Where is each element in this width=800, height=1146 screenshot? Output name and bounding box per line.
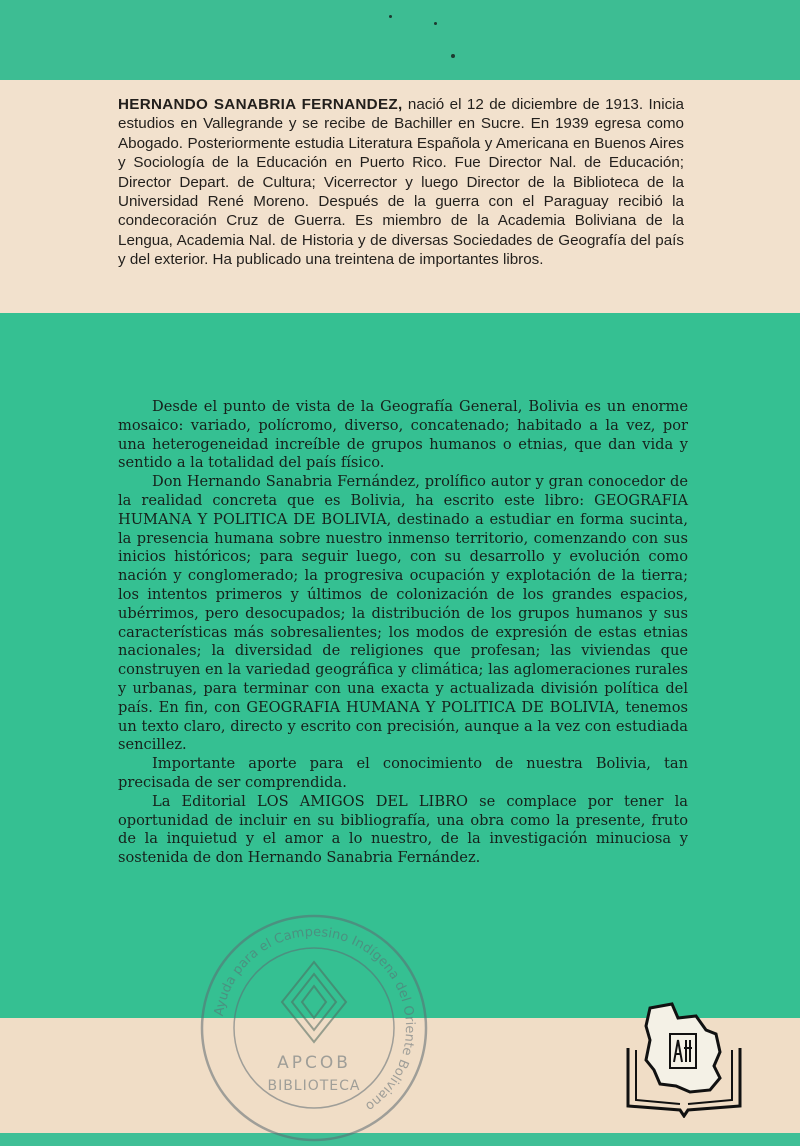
author-bio-text: nació el 12 de diciembre de 1913. Inicia estudios en Vallegrande y se recibe de Bachiller en Sucre. En 1939 egresa como Abogado. Posteriormente estudia Literatura Española y Americana en Buenos Aires y Sociología de la Educación en Puerto Rico. Fue Director Nal. de Educación; Director Depart. de Cultura; Vicerrector y luego Director de la Biblioteca de la Universidad René Moreno. Después de la guerra con el Paraguay recibió la condecoración Cruz de Guerra. Es miembro de la Academia Boliviana de la Lengua, Academia Nal. de Historia y de diversas Sociedades de Geografía del país y del exterior. Ha publicado una treintena de importantes libros. (118, 96, 684, 269)
stamp-label: BIBLIOTECA (267, 1078, 361, 1094)
speck-mark (434, 22, 437, 25)
stamp-emblem-icon (282, 962, 346, 1042)
synopsis-paragraph: Desde el punto de vista de la Geografía General, Bolivia es un enorme mosaico: variado, polícromo, diverso, concatenado; habitado a la vez, por una heterogeneidad increíble de grupos humanos o etnias, que dan vida y sentido a la totalidad del país físico. (118, 398, 688, 472)
synopsis-paragraph: La Editorial LOS AMIGOS DEL LIBRO se complace por tener la oportunidad de incluir en su bibliografía, una obra como la presente, fruto de la inquietud y el amor a lo nuestro, de la investigación minuciosa y sostenida de don Hernando Sanabria Fernández. (118, 792, 688, 867)
author-name: HERNANDO SANABRIA FERNANDEZ, (118, 96, 403, 113)
synopsis-text (118, 398, 688, 868)
top-green-band (0, 0, 800, 80)
synopsis-paragraph: Importante aporte para el conocimiento de nuestra Bolivia, tan precisada de ser comprendida. (118, 755, 688, 791)
stamp-acronym: APCOB (277, 1053, 351, 1073)
library-stamp (196, 910, 432, 1146)
speck-mark (389, 15, 392, 18)
stamp-ring-path: Ayuda para el Campesino Indígena del Oriente Boliviano (211, 924, 418, 1114)
publisher-logo-icon (620, 1000, 748, 1118)
speck-mark (451, 54, 455, 58)
author-bio (118, 95, 684, 270)
synopsis-paragraph: Don Hernando Sanabria Fernández, prolífico autor y gran conocedor de la realidad concreta que es Bolivia, ha escrito este libro: GEOGRAFIA HUMANA Y POLITICA DE BOLIVIA, destinado a estudiar en forma sucinta, la presencia humana sobre nuestro inmenso territorio, comenzando con sus inicios históricos; para seguir luego, con su desarrollo y evolución como nación y conglomerado; la progresiva ocupación y explotación de la tierra; los intentos primeros y últimos de colonización de los grandes espacios, ubérrimos, pero desocupados; la distribución de los grupos humanos y sus características más sobresalientes; los modos de expresión de estas etnias nacionales; la diversidad de religiones que profesan; las viviendas que construyen en la variedad geográfica y climática; las aglomeraciones rurales y urbanas, para terminar con una exacta y actualizada división política del país. En fin, con GEOGRAFIA HUMANA Y POLITICA DE BOLIVIA, tenemos un texto claro, directo y escrito con precisión, aunque a la vez con estudiada sencillez. (118, 473, 688, 754)
